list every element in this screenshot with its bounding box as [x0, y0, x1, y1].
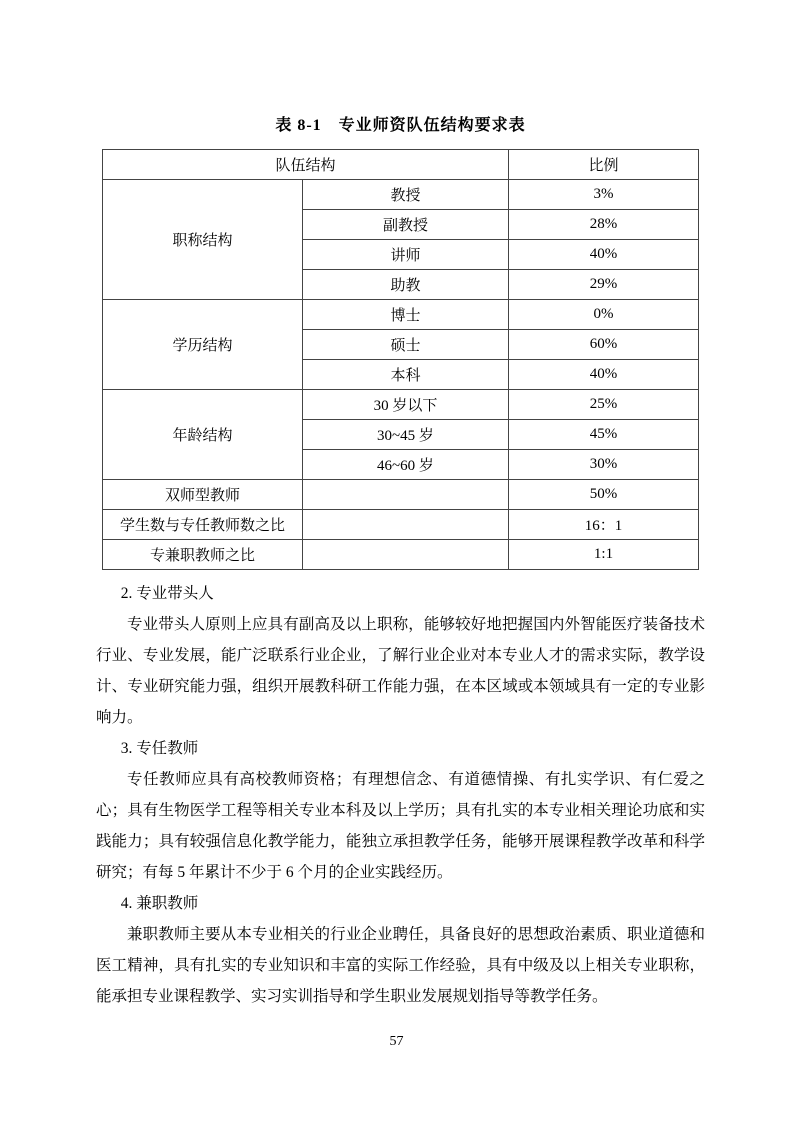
table-cell: 副教授	[302, 210, 508, 240]
table-cell	[302, 540, 508, 570]
table-cell: 46~60 岁	[302, 450, 508, 480]
group-label-title-structure: 职称结构	[102, 180, 302, 300]
table-cell: 45%	[509, 420, 699, 450]
table-title: 表 8-1 专业师资队伍结构要求表	[275, 117, 526, 134]
table-cell: 硕士	[302, 330, 508, 360]
table-cell: 助教	[302, 270, 508, 300]
table-cell	[302, 480, 508, 510]
section-body-fulltime-teachers: 专任教师应具有高校教师资格；有理想信念、有道德情操、有扎实学识、有仁爱之心；具有生物医学工程等相关专业本科及以上学历；具有扎实的本专业相关理论功底和实践能力；具有较强信息化教学能力，能独立承担教学任务，能够开展课程教学改革和科学研究；有每 5 年累计不少于 6 个月的企业实践经历。	[96, 771, 705, 881]
table-cell: 25%	[509, 390, 699, 420]
table-cell: 博士	[302, 300, 508, 330]
section-heading-parttime-teachers: 4. 兼职教师	[120, 895, 199, 912]
table-header-ratio: 比例	[509, 150, 699, 180]
page-number: 57	[389, 1034, 404, 1049]
table-row	[102, 300, 698, 330]
section-body-professional-leader: 专业带头人原则上应具有副高及以上职称，能够较好地把握国内外智能医疗装备技术行业、专业发展，能广泛联系行业企业，了解行业企业对本专业人才的需求实际，教学设计、专业研究能力强，组织开展教科研工作能力强，在本区域或本领域具有一定的专业影响力。	[96, 616, 705, 726]
section-body-parttime-teachers: 兼职教师主要从本专业相关的行业企业聘任，具备良好的思想政治素质、职业道德和医工精神，具有扎实的专业知识和丰富的实际工作经验，具有中级及以上相关专业职称，能承担专业课程教学、实习实训指导和学生职业发展规划指导等教学任务。	[96, 926, 705, 1005]
table-cell: 30 岁以下	[302, 390, 508, 420]
table-row	[102, 390, 698, 420]
row-label-student-teacher-ratio: 学生数与专任教师数之比	[102, 510, 302, 540]
table-row	[102, 510, 698, 540]
group-label-education-structure: 学历结构	[102, 300, 302, 390]
table-cell	[302, 510, 508, 540]
table-header-row	[102, 150, 698, 180]
row-label-fulltime-parttime-ratio: 专兼职教师之比	[102, 540, 302, 570]
section-heading-professional-leader: 2. 专业带头人	[120, 585, 214, 602]
table-cell: 29%	[509, 270, 699, 300]
table-cell: 讲师	[302, 240, 508, 270]
body-text	[96, 578, 705, 1012]
table-cell: 教授	[302, 180, 508, 210]
table-header-structure: 队伍结构	[102, 150, 508, 180]
table-cell: 1:1	[509, 540, 699, 570]
table-cell: 60%	[509, 330, 699, 360]
table-cell: 本科	[302, 360, 508, 390]
table-cell: 28%	[509, 210, 699, 240]
table-cell: 30%	[509, 450, 699, 480]
table-cell: 16：1	[509, 510, 699, 540]
table-cell: 3%	[509, 180, 699, 210]
table-row	[102, 180, 698, 210]
section-heading-fulltime-teachers: 3. 专任教师	[120, 740, 199, 757]
row-label-double-qualified-teachers: 双师型教师	[102, 480, 302, 510]
table-cell: 30~45 岁	[302, 420, 508, 450]
group-label-age-structure: 年龄结构	[102, 390, 302, 480]
table-cell: 40%	[509, 360, 699, 390]
table-cell: 0%	[509, 300, 699, 330]
table-row	[102, 540, 698, 570]
table-cell: 50%	[509, 480, 699, 510]
staff-structure-table	[102, 149, 699, 570]
table-row	[102, 480, 698, 510]
table-cell: 40%	[509, 240, 699, 270]
